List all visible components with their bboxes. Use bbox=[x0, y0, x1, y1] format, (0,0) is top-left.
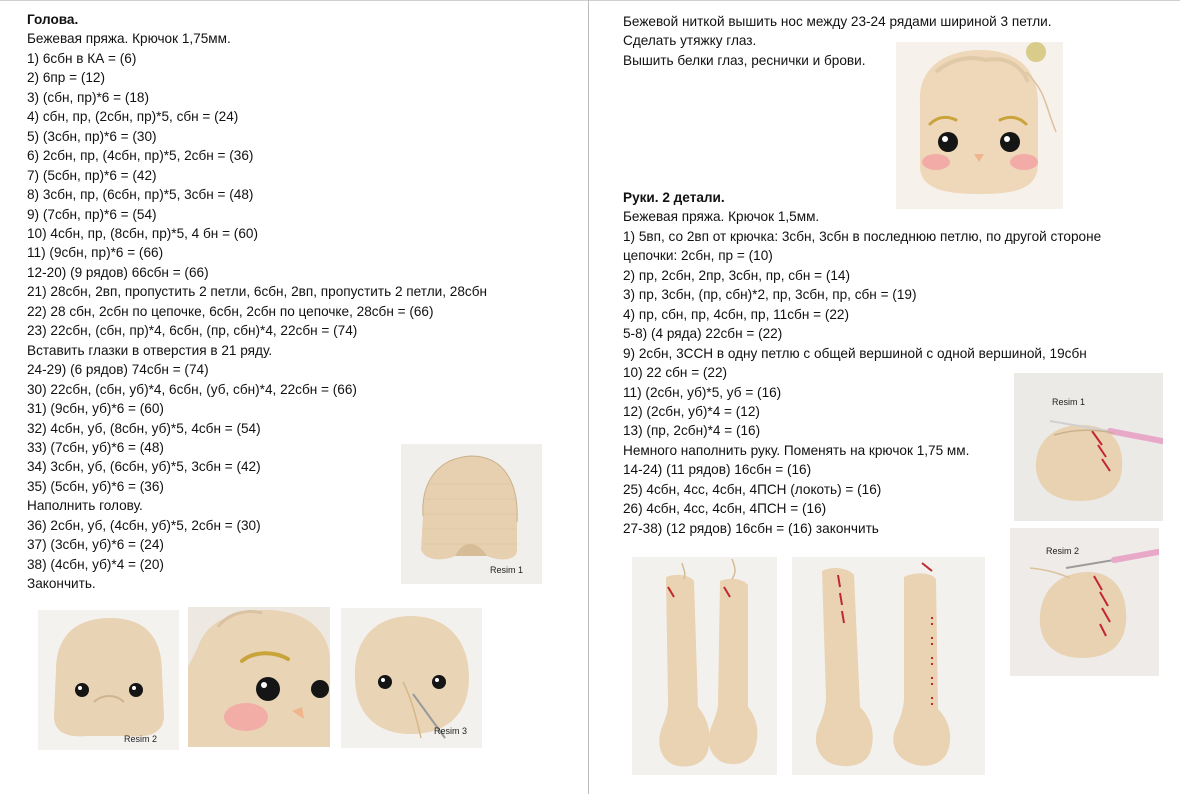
pattern-row: 2) 6пр = (12) bbox=[27, 70, 106, 86]
pattern-row: 4) сбн, пр, (2сбн, пр)*5, сбн = (24) bbox=[27, 109, 239, 125]
photo-arms-pair-2 bbox=[792, 557, 985, 775]
photo-head-resim-1 bbox=[401, 444, 542, 584]
pattern-row: цепочки: 2сбн, пр = (10) bbox=[623, 248, 773, 264]
pattern-row: 38) (4сбн, уб)*4 = (20) bbox=[27, 556, 164, 572]
photo-caption: Resim 1 bbox=[490, 565, 524, 575]
pattern-instruction: Закончить. bbox=[27, 576, 96, 592]
pattern-row: 30) 22сбн, (сбн, уб)*4, 6сбн, (уб, сбн)*4, 22сбн = (66) bbox=[27, 381, 357, 397]
pattern-row: 23) 22сбн, (сбн, пр)*4, 6сбн, (пр, сбн)*4, 22сбн = (74) bbox=[27, 323, 358, 339]
pattern-row: 5-8) (4 ряда) 22сбн = (22) bbox=[623, 326, 783, 342]
pattern-row: 2) пр, 2сбн, 2пр, 3сбн, пр, сбн = (14) bbox=[623, 267, 851, 283]
pattern-instruction: Немного наполнить руку. Поменять на крючок 1,75 мм. bbox=[623, 442, 970, 458]
face-closeup-illustration bbox=[188, 607, 330, 747]
pattern-row: 9) (7сбн, пр)*6 = (54) bbox=[27, 206, 157, 222]
pattern-row: 6) 2сбн, пр, (4сбн, пр)*5, 2сбн = (36) bbox=[27, 148, 254, 164]
photo-arm-resim-1 bbox=[1014, 373, 1163, 521]
left-page bbox=[0, 0, 588, 794]
pattern-row: 7) (5сбн, пр)*6 = (42) bbox=[27, 167, 157, 183]
head-illustration bbox=[401, 444, 542, 584]
instruction-line: Бежевой ниткой вышить нос между 23-24 рядами шириной 3 петли. bbox=[623, 14, 1052, 29]
right-page bbox=[590, 0, 1180, 794]
pattern-row: 22) 28 сбн, 2сбн по цепочке, 6сбн, 2сбн по цепочке, 28сбн = (66) bbox=[27, 303, 434, 319]
pattern-row: 12) (2сбн, уб)*4 = (12) bbox=[623, 403, 760, 419]
pattern-row: 1) 5вп, со 2вп от крючка: 3сбн, 3сбн в последнюю петлю, по другой стороне bbox=[623, 228, 1102, 244]
photo-arm-resim-2 bbox=[1010, 528, 1159, 676]
pattern-row: 14-24) (11 рядов) 16сбн = (16) bbox=[623, 462, 812, 478]
arm-start-illustration bbox=[1014, 373, 1163, 521]
pattern-row: 9) 2сбн, 3ССН в одну петлю с общей вершиной с одной вершиной, 19сбн bbox=[623, 345, 1087, 361]
photo-caption: Resim 2 bbox=[124, 734, 158, 744]
arms-pair-marked-illustration bbox=[792, 557, 985, 775]
photo-head-resim-2 bbox=[38, 610, 179, 750]
pattern-row: 3) пр, 3сбн, (пр, сбн)*2, пр, 3сбн, пр, сбн = (19) bbox=[623, 287, 917, 303]
photo-arms-pair-1 bbox=[632, 557, 777, 775]
pattern-row: 25) 4сбн, 4сс, 4сбн, 4ПСН (локоть) = (16) bbox=[623, 481, 882, 497]
pattern-row: 32) 4сбн, уб, (8сбн, уб)*5, 4сбн = (54) bbox=[27, 420, 261, 436]
pattern-row: 4) пр, сбн, пр, 4сбн, пр, 11сбн = (22) bbox=[623, 306, 850, 322]
pattern-row: 26) 4сбн, 4сс, 4сбн, 4ПСН = (16) bbox=[623, 501, 827, 517]
pattern-row: 34) 3сбн, уб, (6сбн, уб)*5, 3сбн = (42) bbox=[27, 459, 261, 475]
pattern-row: 13) (пр, 2сбн)*4 = (16) bbox=[623, 423, 761, 439]
photo-head-face-closeup bbox=[188, 607, 330, 747]
photo-finished-face bbox=[896, 42, 1063, 209]
instruction-line: Вышить белки глаз, реснички и брови. bbox=[623, 52, 866, 68]
finished-face-illustration bbox=[896, 42, 1063, 209]
pattern-row: 11) (2сбн, уб)*5, уб = (16) bbox=[623, 384, 782, 400]
pattern-row: 10) 22 сбн = (22) bbox=[623, 365, 728, 381]
photo-head-resim-3 bbox=[341, 608, 482, 748]
pattern-row: 8) 3сбн, пр, (6сбн, пр)*5, 3сбн = (48) bbox=[27, 187, 254, 203]
pattern-row: 21) 28сбн, 2вп, пропустить 2 петли, 6сбн, 2вп, пропустить 2 петли, 28сбн bbox=[27, 284, 487, 300]
pattern-row: 24-29) (6 рядов) 74сбн = (74) bbox=[27, 362, 209, 378]
pattern-row: 5) (3сбн, пр)*6 = (30) bbox=[27, 128, 157, 144]
section-heading-head: Голова. bbox=[27, 12, 79, 27]
pattern-row: 12-20) (9 рядов) 66сбн = (66) bbox=[27, 264, 209, 280]
section-heading-arms: Руки. 2 детали. bbox=[623, 190, 725, 205]
pattern-row: 3) (сбн, пр)*6 = (18) bbox=[27, 89, 149, 105]
yarn-hook-note: Бежевая пряжа. Крючок 1,75мм. bbox=[27, 31, 231, 47]
pattern-row: 37) (3сбн, уб)*6 = (24) bbox=[27, 537, 164, 553]
head-with-eyes-illustration bbox=[38, 610, 179, 750]
arms-pair-illustration bbox=[632, 557, 777, 775]
pattern-row: 31) (9сбн, уб)*6 = (60) bbox=[27, 401, 164, 417]
photo-caption: Resim 3 bbox=[434, 726, 468, 736]
pattern-row: 1) 6сбн в КА = (6) bbox=[27, 50, 137, 66]
pattern-row: 35) (5сбн, уб)*6 = (36) bbox=[27, 478, 164, 494]
pattern-row: 33) (7сбн, уб)*6 = (48) bbox=[27, 439, 164, 455]
pattern-row: 11) (9сбн, пр)*6 = (66) bbox=[27, 245, 164, 261]
pattern-row: 10) 4сбн, пр, (8сбн, пр)*5, 4 бн = (60) bbox=[27, 225, 258, 241]
instruction-line: Сделать утяжку глаз. bbox=[623, 33, 757, 49]
pattern-instruction: Наполнить голову. bbox=[27, 498, 143, 514]
pattern-row: 36) 2сбн, уб, (4сбн, уб)*5, 2сбн = (30) bbox=[27, 517, 261, 533]
pattern-instruction: Вставить глазки в отверстия в 21 ряду. bbox=[27, 342, 273, 358]
page-divider bbox=[588, 0, 589, 794]
photo-caption: Resim 1 bbox=[1052, 397, 1086, 407]
pattern-row: 27-38) (12 рядов) 16сбн = (16) закончить bbox=[623, 520, 879, 536]
photo-caption: Resim 2 bbox=[1046, 546, 1080, 556]
yarn-hook-note: Бежевая пряжа. Крючок 1,5мм. bbox=[623, 209, 820, 225]
arm-progress-illustration bbox=[1010, 528, 1159, 676]
